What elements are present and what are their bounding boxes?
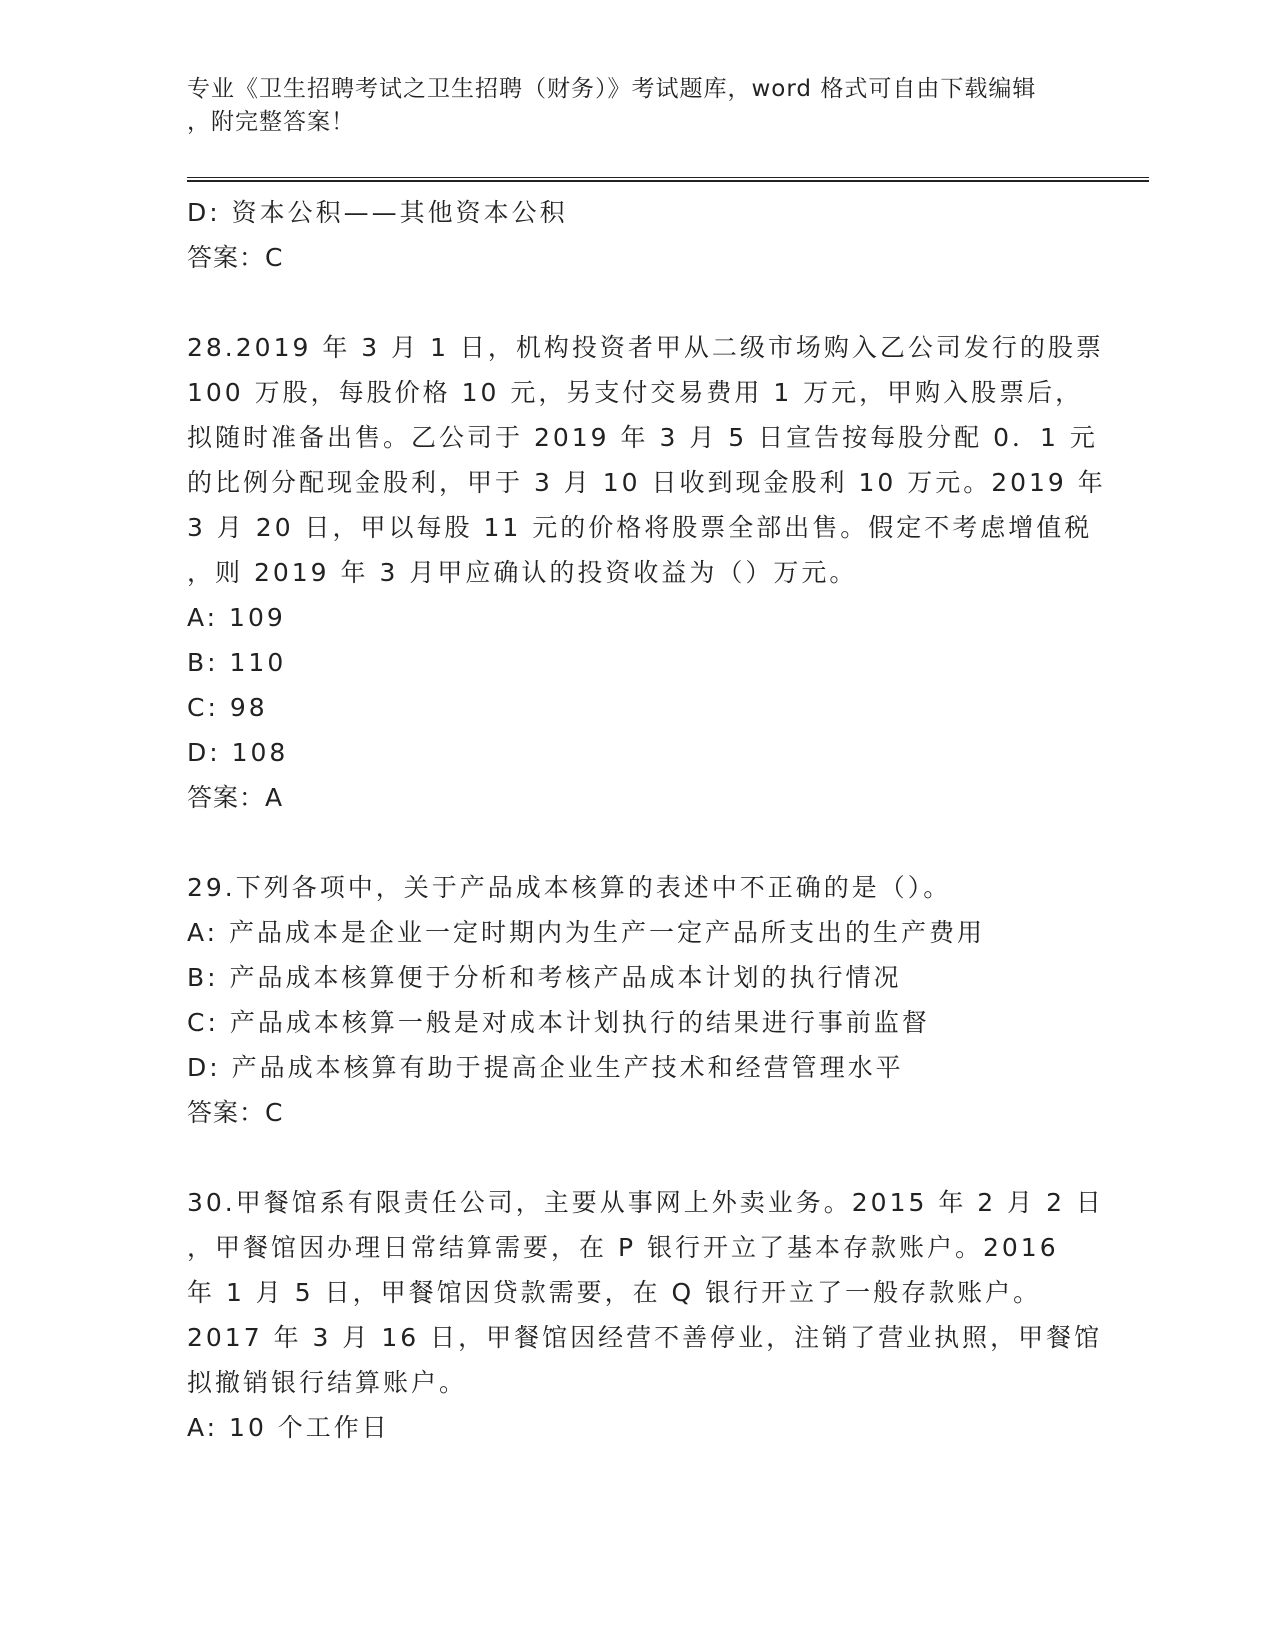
option-c: C: 产品成本核算一般是对成本计划执行的结果进行事前监督 (187, 1008, 930, 1037)
question-stem-line: ，甲餐馆因办理日常结算需要，在 P 银行开立了基本存款账户。2016 (187, 1233, 1059, 1262)
question-stem-line: 3 月 20 日，甲以每股 11 元的价格将股票全部出售。假定不考虑增值税 (187, 513, 1093, 542)
question-stem-line: 28.2019 年 3 月 1 日，机构投资者甲从二级市场购入乙公司发行的股票 (187, 333, 1104, 362)
spacer (187, 280, 1087, 325)
option-a: A: 产品成本是企业一定时期内为生产一定产品所支出的生产费用 (187, 918, 986, 947)
question-stem-line: 29.下列各项中，关于产品成本核算的表述中不正确的是（）。 (187, 873, 952, 902)
question-stem-line: 30.甲餐馆系有限责任公司，主要从事网上外卖业务。2015 年 2 月 2 日 (187, 1188, 1104, 1217)
option-c: C: 98 (187, 693, 268, 722)
answer-line: 答案：C (187, 1098, 284, 1127)
question-28 (187, 325, 1106, 820)
option-d: D: 108 (187, 738, 289, 767)
question-30 (187, 1180, 1104, 1450)
question-stem-line: 100 万股，每股价格 10 元，另支付交易费用 1 万元，甲购入股票后， (187, 378, 1084, 407)
answer-line: 答案：A (187, 783, 284, 812)
question-stem-line: 拟撤销银行结算账户。 (187, 1368, 468, 1397)
option-b: B: 产品成本核算便于分析和考核产品成本计划的执行情况 (187, 963, 902, 992)
option-d: D: 资本公积——其他资本公积 (187, 198, 568, 227)
option-d: D: 产品成本核算有助于提高企业生产技术和经营管理水平 (187, 1053, 904, 1082)
question-29 (187, 865, 1087, 1135)
question-stem-line: 2017 年 3 月 16 日，甲餐馆因经营不善停业，注销了营业执照，甲餐馆 (187, 1323, 1103, 1352)
question-list (187, 190, 1106, 1450)
question-stem-line: 的比例分配现金股利，甲于 3 月 10 日收到现金股利 10 万元。2019 年 (187, 468, 1106, 497)
page-header (187, 73, 1087, 139)
option-b: B: 110 (187, 648, 287, 677)
header-line-2: ，附完整答案！ (187, 109, 355, 135)
answer-line: 答案：C (187, 243, 284, 272)
question-stem-line: 拟随时准备出售。乙公司于 2019 年 3 月 5 日宣告按每股分配 0．1 元 (187, 423, 1098, 452)
spacer (187, 1135, 1087, 1180)
option-a: A: 109 (187, 603, 286, 632)
spacer (187, 820, 1087, 865)
previous-question-tail (187, 190, 1087, 280)
question-stem-line: 年 1 月 5 日，甲餐馆因贷款需要，在 Q 银行开立了一般存款账户。 (187, 1278, 1042, 1307)
question-stem-line: ，则 2019 年 3 月甲应确认的投资收益为（）万元。 (187, 558, 858, 587)
header-line-1: 专业《卫生招聘考试之卫生招聘（财务）》考试题库，word 格式可自由下载编辑 (187, 76, 1037, 102)
header-divider (187, 177, 1149, 182)
option-a: A: 10 个工作日 (187, 1413, 390, 1442)
